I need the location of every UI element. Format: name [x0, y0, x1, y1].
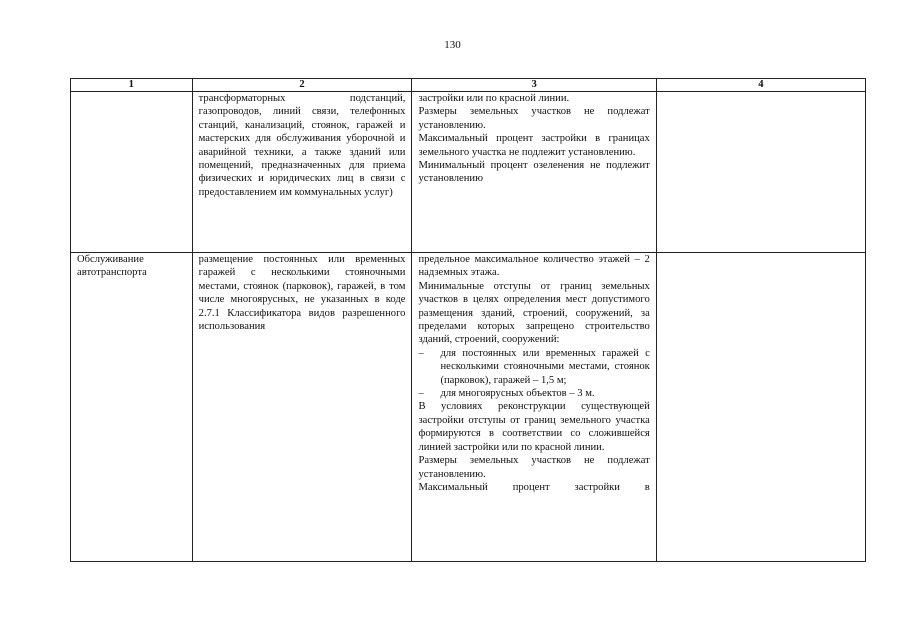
column-header-2: 2: [192, 79, 412, 92]
regulations-table: [70, 78, 866, 562]
row1-use-type: [71, 92, 193, 253]
list-item: [418, 387, 649, 400]
row1-param-line: застройки или по красной линии.: [418, 93, 570, 104]
row2-parameters: [412, 253, 656, 562]
setback-list: [418, 347, 649, 401]
table-row: [71, 92, 866, 253]
list-marker: –: [418, 347, 424, 359]
row2-param-line: Максимальный процент застройки в: [418, 481, 650, 493]
list-marker: –: [418, 388, 424, 400]
row1-param-line: Минимальный процент озеленения не подлежит установлению: [418, 160, 650, 185]
list-item-text: для многоярусных объектов – 3 м.: [440, 388, 595, 400]
row1-param-line: Размеры земельных участков не подлежат установлению.: [418, 106, 650, 131]
column-header-1: 1: [71, 79, 193, 92]
list-item: [418, 347, 649, 387]
column-header-4: 4: [656, 79, 865, 92]
table-row: [71, 253, 866, 562]
column-header-3: 3: [412, 79, 656, 92]
row2-description: размещение постоянных или временных гаражей с несколькими стояночными местами, стоянок (парковок), гаражей, в том числе многоярусных, не указанных в коде 2.7.1 Классификатора видов разрешенного использования: [192, 253, 412, 562]
row2-notes: [656, 253, 865, 562]
row2-use-type: Обслуживание автотранспорта: [71, 253, 193, 562]
list-item-text: для постоянных или временных гаражей с несколькими стояночными местами, стоянок (парковок), гаражей – 1,5 м;: [440, 347, 650, 386]
page-number: 130: [444, 39, 461, 51]
row1-notes: [656, 92, 865, 253]
row2-param-line: предельное максимальное количество этажей – 2 надземных этажа.: [418, 254, 650, 279]
row2-param-line: Размеры земельных участков не подлежат установлению.: [418, 455, 650, 480]
row1-param-line: Максимальный процент застройки в границах земельного участка не подлежит установлению.: [418, 133, 650, 158]
row1-description: трансформаторных подстанций, газопроводов, линий связи, телефонных станций, канализаций, стоянок, гаражей и мастерских для обслуживания уборочной и аварийной техники, а также зданий или помещений, предназначенных для приема физических и юридических лиц в связи с предоставлением им коммунальных услуг): [192, 92, 412, 253]
table-header-row: [71, 79, 866, 92]
row2-param-line: Минимальные отступы от границ земельных участков в целях определения мест допустимого размещения зданий, строений, сооружений, за пределами которых запрещено строительство зданий, строений, сооружений:: [418, 280, 650, 346]
row1-parameters: [412, 92, 656, 253]
row2-param-line: В условиях реконструкции существующей застройки отступы от границ земельного участка формируются в соответствии со сложившейся линией застройки или по красной линии.: [418, 401, 650, 453]
